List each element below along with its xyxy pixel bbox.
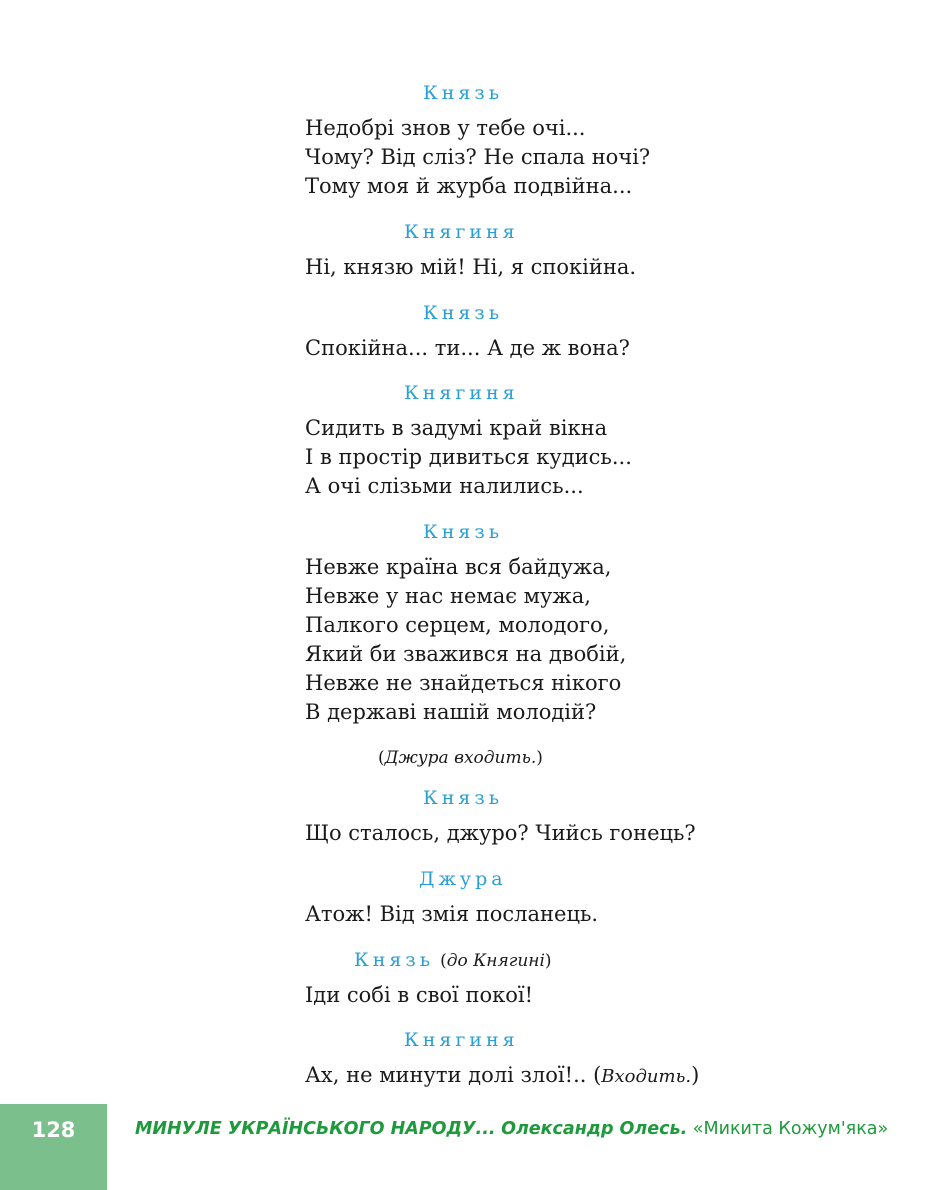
speaker-name: Княгиня xyxy=(404,382,519,404)
verse-line: Ні, князю мій! Ні, я спокійна. xyxy=(305,255,637,279)
verse-line: Палкого серцем, молодого, xyxy=(305,613,610,637)
verse-line: Який би зважився на двобій, xyxy=(305,642,627,666)
speaker-name: Княгиня xyxy=(404,221,519,243)
verse-line: В державі нашій молодій? xyxy=(305,700,597,724)
verse-line: Невже країна вся байдужа, xyxy=(305,555,612,579)
verse-line: Сидить в задумі край вікна xyxy=(305,416,608,440)
section-title: МИНУЛЕ УКРАЇНСЬКОГО НАРОДУ... xyxy=(135,1119,496,1139)
verse-block xyxy=(305,900,598,929)
verse-line: Недобрі знов у тебе очі... xyxy=(305,116,586,140)
verse-line: Чому? Від сліз? Не спала ночі? xyxy=(305,145,651,169)
speaker-name: Князь xyxy=(354,949,435,971)
verse-block xyxy=(305,253,636,282)
stage-direction: (Джура входить.) xyxy=(378,748,543,768)
work-title: «Микита Кожум'яка» xyxy=(692,1119,889,1139)
verse-line: Невже не знайдеться нікого xyxy=(305,671,622,695)
verse-block xyxy=(305,1061,699,1090)
page-number-box xyxy=(0,1104,107,1190)
verse-line: Невже у нас немає мужа, xyxy=(305,584,591,608)
speaker-name: Княгиня xyxy=(404,1029,519,1051)
speaker-name: Князь xyxy=(423,787,504,809)
verse-line: Іди собі в свої покої! xyxy=(305,983,534,1007)
verse-block xyxy=(305,334,630,363)
verse-line: І в простір дивиться кудись... xyxy=(305,445,632,469)
verse-line: Ах, не минути долі злої!.. (Входить.) xyxy=(305,1063,700,1087)
stage-aside: (до Княгині) xyxy=(440,951,552,971)
inline-stage-direction: (Входить.) xyxy=(593,1063,700,1087)
speaker-name: Джура xyxy=(419,868,507,890)
verse-line: Тому моя й журба подвійна... xyxy=(305,174,633,198)
verse-line: Що сталось, джуро? Чийсь гонець? xyxy=(305,821,696,845)
verse-block xyxy=(305,114,650,201)
speaker-name: Князь xyxy=(423,521,504,543)
verse-block xyxy=(305,819,696,848)
page-number: 128 xyxy=(31,1118,76,1142)
verse-line: А очі слізьми налились... xyxy=(305,474,584,498)
page-footer xyxy=(0,1104,935,1190)
verse-block xyxy=(305,553,626,727)
verse-line: Атож! Від змія посланець. xyxy=(305,902,599,926)
speaker-with-aside xyxy=(354,949,552,971)
verse-block xyxy=(305,414,632,501)
running-footer xyxy=(135,1119,888,1139)
verse-line: Спокійна... ти... А де ж вона? xyxy=(305,336,630,360)
author-name: Олександр Олесь. xyxy=(501,1119,688,1139)
speaker-name: Князь xyxy=(423,302,504,324)
speaker-name: Князь xyxy=(423,82,504,104)
verse-block xyxy=(305,981,533,1010)
